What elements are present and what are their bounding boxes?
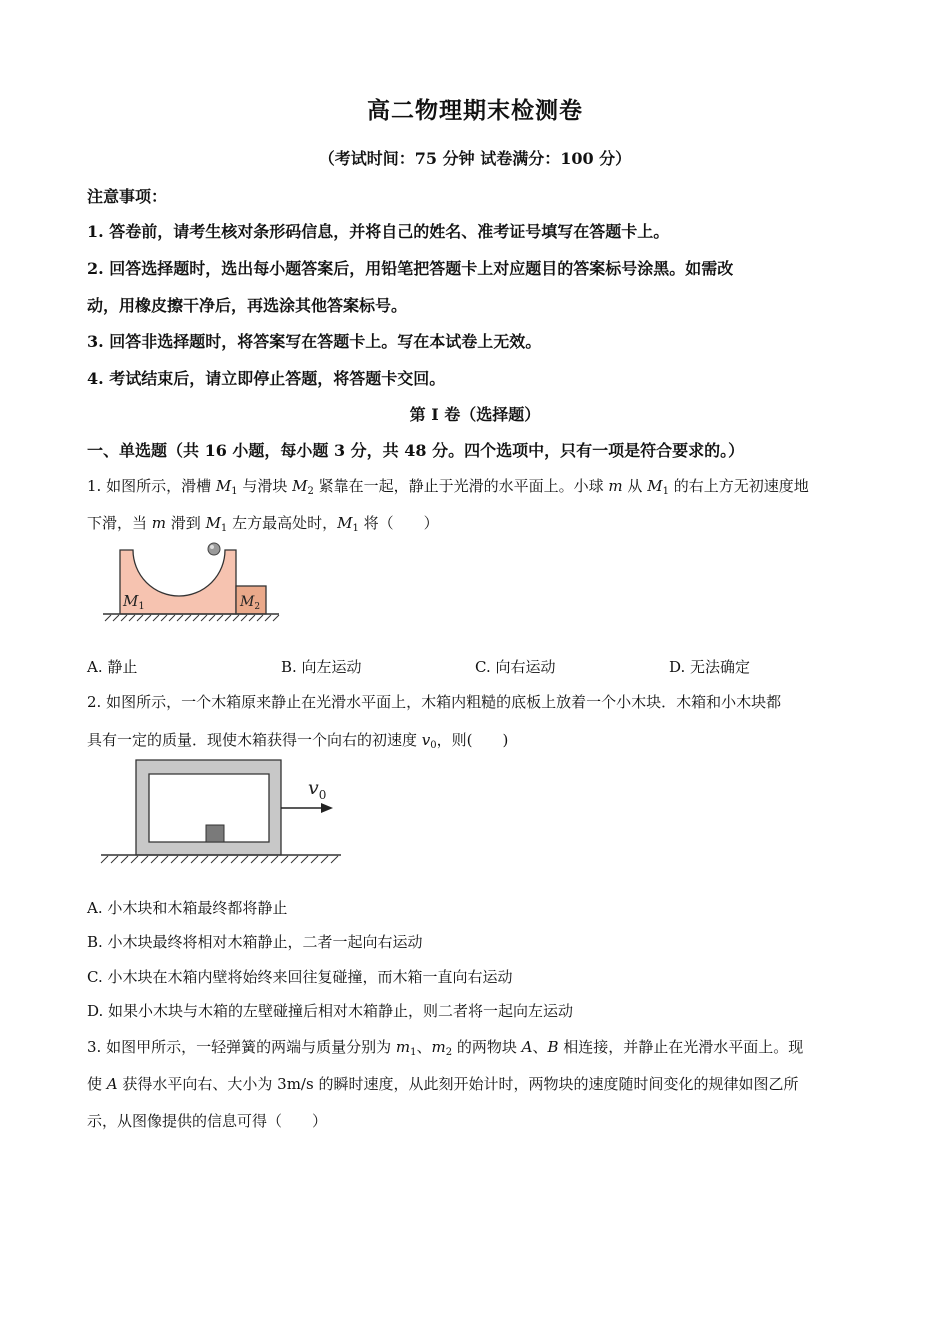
note-item: 4. 考试结束后，请立即停止答题，将答题卡交回。 (87, 369, 446, 388)
q2-option-d: D. 如果小木块与木箱的左壁碰撞后相对木箱静止，则二者将一起向左运动 (87, 1002, 574, 1020)
label-m1: $M_1$ (123, 592, 145, 612)
label-m2: $M_2$ (240, 594, 261, 612)
q2-option-b: B. 小木块最终将相对木箱静止，二者一起向右运动 (87, 933, 423, 951)
label-v0: $v_0$ (308, 777, 327, 802)
ground-hatch (105, 615, 279, 621)
notes-heading: 注意事项： (87, 187, 168, 206)
part-title: 第 I 卷（选择题） (409, 405, 541, 424)
q1-option-b: B. 向左运动 (281, 658, 362, 676)
note-item: 动，用橡皮擦干净后，再选涂其他答案标号。 (87, 296, 408, 315)
exam-subtitle: （考试时间：75 分钟 试卷满分：100 分） (318, 149, 632, 168)
small-block (206, 825, 224, 842)
question-3-text: 3. 如图甲所示，一轻弹簧的两端与质量分别为 $m_1$、$m_2$ 的两物块 A、B 相连接，并静止在光滑水平面上。现 (87, 1038, 804, 1058)
note-item: 1. 答卷前，请考生核对条形码信息，并将自己的姓名、准考证号填写在答题卡上。 (87, 222, 670, 241)
question-1-text: 1. 如图所示，滑槽 $M_1$ 与滑块 $M_2$ 紧靠在一起，静止于光滑的水平面上。小球 m 从 $M_1$ 的右上方无初速度地 (87, 477, 809, 497)
section-heading: 一、单选题（共 16 小题，每小题 3 分，共 48 分。四个选项中，只有一项是符合要求的。） (87, 441, 745, 460)
q2-option-c: C. 小木块在木箱内壁将始终来回往复碰撞，而木箱一直向右运动 (87, 968, 513, 986)
question-2-figure (95, 756, 350, 868)
ball-m (208, 543, 220, 555)
ground-hatch (101, 856, 338, 863)
note-item: 3. 回答非选择题时，将答案写在答题卡上。写在本试卷上无效。 (87, 332, 542, 351)
question-1-figure (95, 538, 285, 626)
q1-option-d: D. 无法确定 (669, 658, 751, 676)
note-item: 2. 回答选择题时，选出每小题答案后，用铅笔把答题卡上对应题目的答案标号涂黑。如需改 (87, 259, 734, 278)
q1-option-a: A. 静止 (87, 658, 138, 676)
question-1-text-cont: 下滑，当 m 滑到 $M_1$ 左方最高处时，$M_1$ 将（ ） (87, 514, 439, 534)
question-3-text-cont: 使 A 获得水平向右、大小为 3m/s 的瞬时速度，从此刻开始计时，两物块的速度随时间变化的规律如图乙所 (87, 1075, 799, 1093)
q1-option-c: C. 向右运动 (475, 658, 556, 676)
question-3-text-end: 示，从图像提供的信息可得（ ） (87, 1112, 328, 1130)
q2-option-a: A. 小木块和木箱最终都将静止 (87, 899, 288, 917)
exam-title: 高二物理期末检测卷 (367, 97, 583, 124)
question-2-text-cont: 具有一定的质量．现使木箱获得一个向右的初速度 $v_0$，则( ) (87, 731, 509, 751)
question-2-text: 2. 如图所示，一个木箱原来静止在光滑水平面上，木箱内粗糙的底板上放着一个小木块．木箱和小木块都 (87, 693, 782, 711)
